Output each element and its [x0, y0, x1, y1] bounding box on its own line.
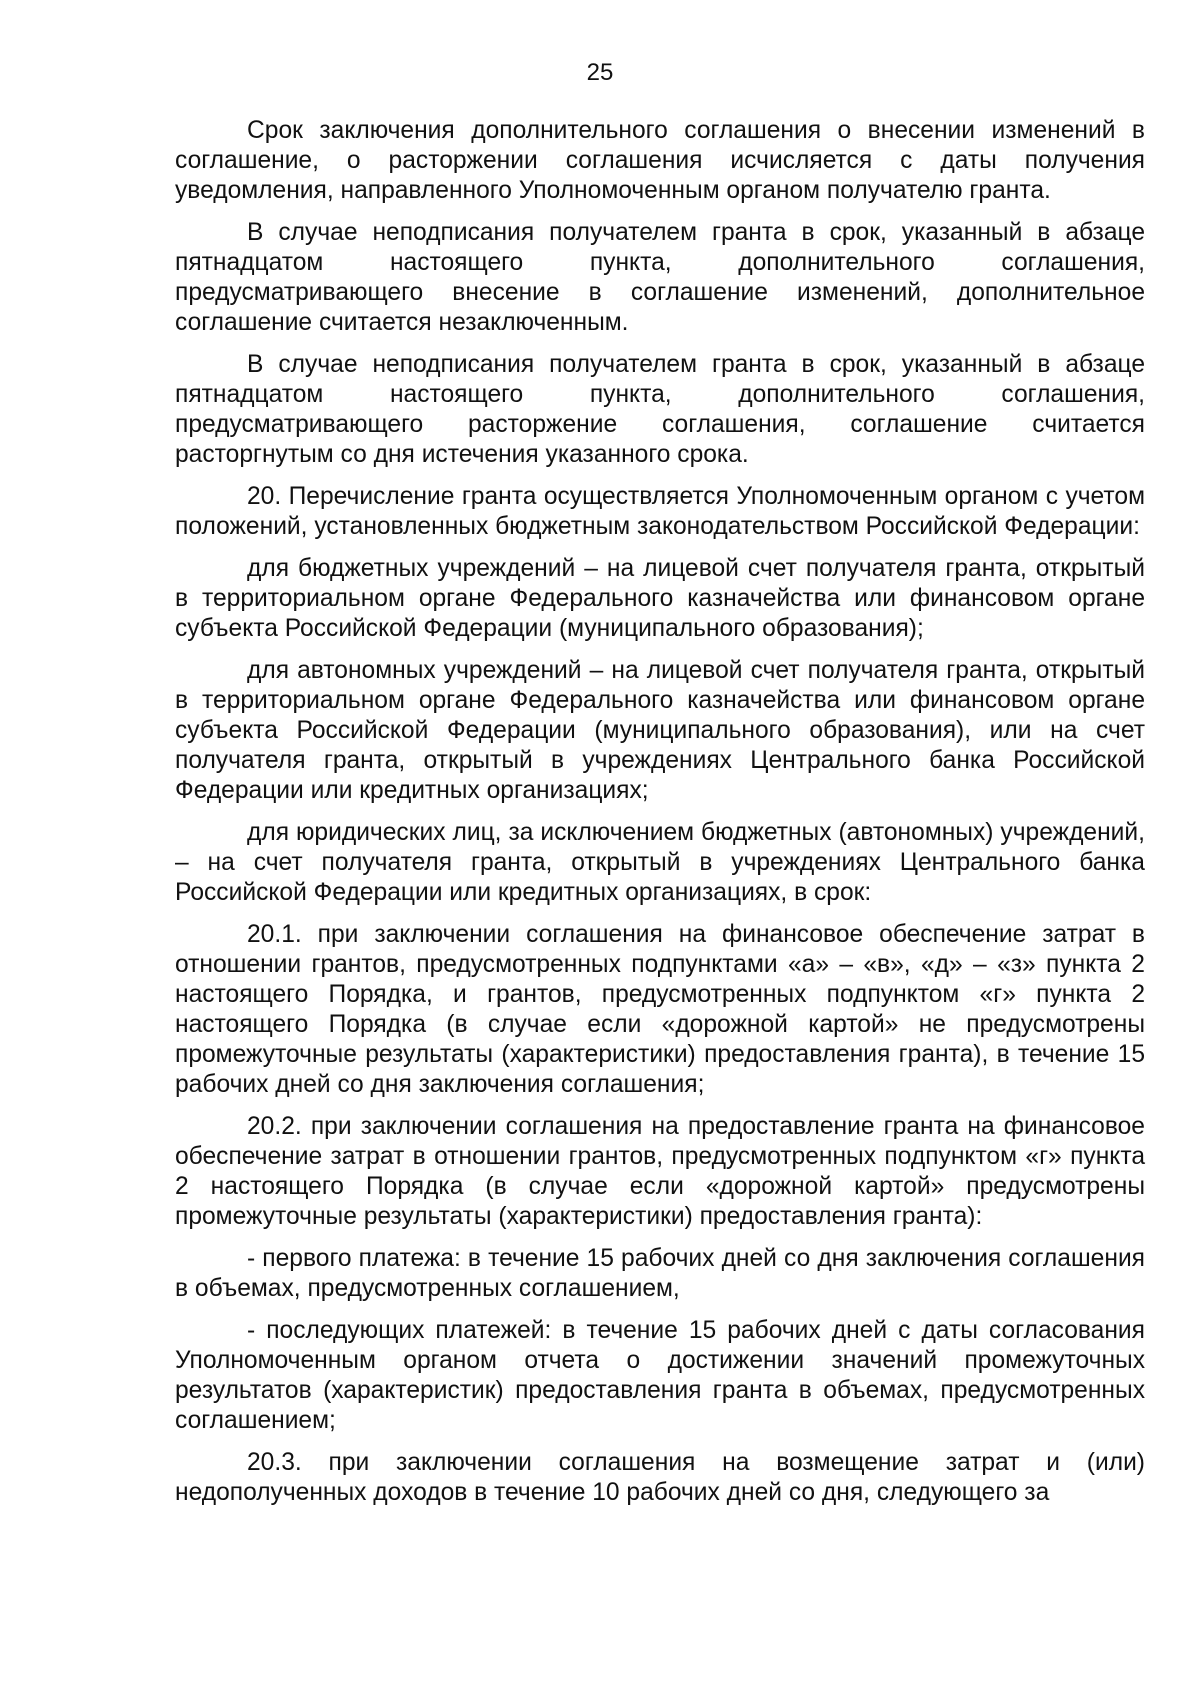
- paragraph: 20. Перечисление гранта осуществляется Уполномоченным органом с учетом положений, установленных бюджетным законодательством Российской Федерации:: [175, 483, 1145, 540]
- paragraph: для юридических лиц, за исключением бюджетных (автономных) учреждений, – на счет получателя гранта, открытый в учреждениях Центрального банка Российской Федерации или кредитных организациях, в срок:: [175, 819, 1145, 906]
- document-body: [175, 116, 1145, 1520]
- paragraph: - первого платежа: в течение 15 рабочих дней со дня заключения соглашения в объемах, предусмотренных соглашением,: [175, 1245, 1145, 1302]
- page-number: 25: [586, 59, 614, 86]
- paragraph: для бюджетных учреждений – на лицевой счет получателя гранта, открытый в территориальном органе Федерального казначейства или финансовом органе субъекта Российской Федерации (муниципального образования);: [175, 555, 1145, 642]
- paragraph: для автономных учреждений – на лицевой счет получателя гранта, открытый в территориальном органе Федерального казначейства или финансовом органе субъекта Российской Федерации (муниципального образования), или на счет получателя гранта, открытый в учреждениях Центрального банка Российской Федерации или кредитных организациях;: [175, 657, 1145, 804]
- paragraph: 20.3. при заключении соглашения на возмещение затрат и (или) недополученных доходов в течение 10 рабочих дней со дня, следующего за: [175, 1449, 1145, 1506]
- paragraph: В случае неподписания получателем гранта в срок, указанный в абзаце пятнадцатом настоящего пункта, дополнительного соглашения, предусматривающего расторжение соглашения, соглашение считается расторгнутым со дня истечения указанного срока.: [175, 351, 1145, 468]
- paragraph: 20.2. при заключении соглашения на предоставление гранта на финансовое обеспечение затрат в отношении грантов, предусмотренных подпунктом «г» пункта 2 настоящего Порядка (в случае если «дорожной картой» предусмотрены промежуточные результаты (характеристики) предоставления гранта):: [175, 1113, 1145, 1230]
- paragraph: 20.1. при заключении соглашения на финансовое обеспечение затрат в отношении грантов, предусмотренных подпунктами «а» – «в», «д» – «з» пункта 2 настоящего Порядка, и грантов, предусмотренных подпунктом «г» пункта 2 настоящего Порядка (в случае если «дорожной картой» не предусмотрены промежуточные результаты (характеристики) предоставления гранта), в течение 15 рабочих дней со дня заключения соглашения;: [175, 921, 1145, 1098]
- paragraph: - последующих платежей: в течение 15 рабочих дней с даты согласования Уполномоченным органом отчета о достижении значений промежуточных результатов (характеристик) предоставления гранта в объемах, предусмотренных соглашением;: [175, 1317, 1145, 1434]
- paragraph: В случае неподписания получателем гранта в срок, указанный в абзаце пятнадцатом настоящего пункта, дополнительного соглашения, предусматривающего внесение в соглашение изменений, дополнительное соглашение считается незаключенным.: [175, 219, 1145, 336]
- paragraph: Срок заключения дополнительного соглашения о внесении изменений в соглашение, о расторжении соглашения исчисляется с даты получения уведомления, направленного Уполномоченным органом получателю гранта.: [175, 117, 1145, 204]
